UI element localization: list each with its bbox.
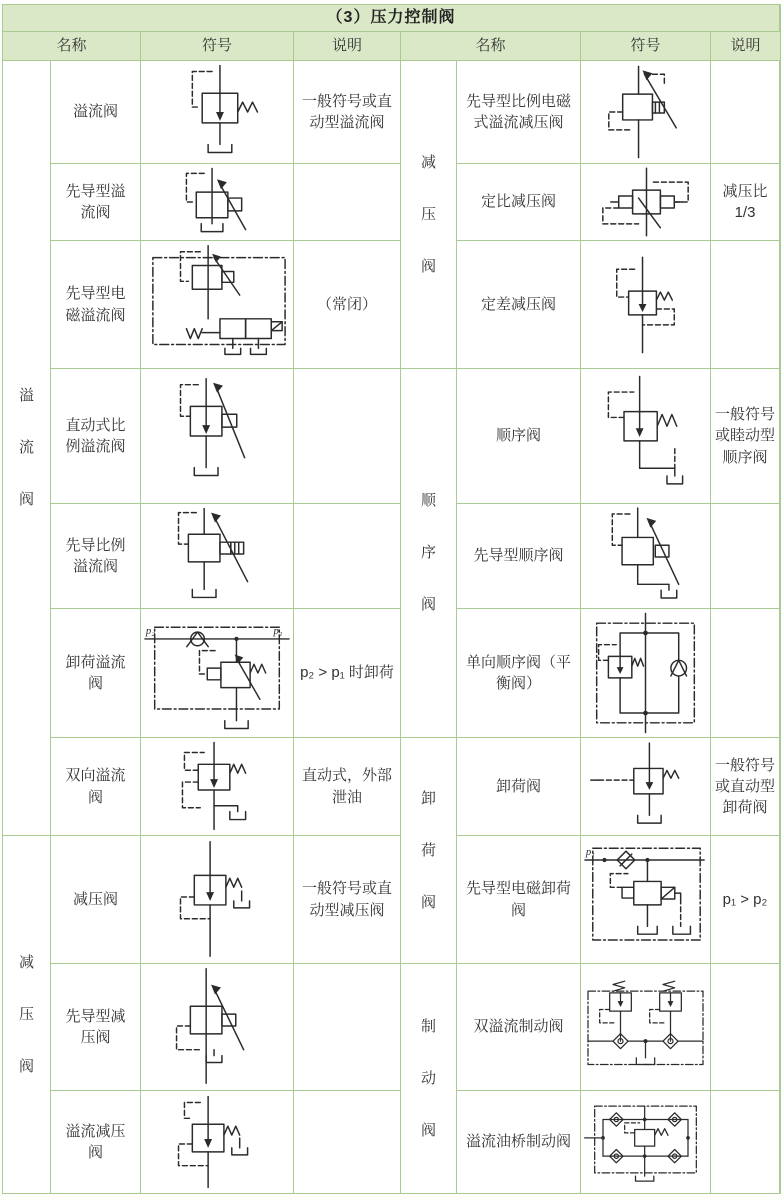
valve-desc: 一般符号或直动型溢流阀 xyxy=(294,61,401,164)
unloading-overflow-valve-symbol xyxy=(141,609,294,738)
header-symbol-left: 符号 xyxy=(141,32,294,61)
fixed-ratio-reducing-valve-symbol xyxy=(581,164,711,241)
header-symbol-right: 符号 xyxy=(581,32,711,61)
valve-desc: 一般符号或直动型卸荷阀 xyxy=(711,738,780,836)
header-desc-left: 说明 xyxy=(294,32,401,61)
valve-desc: 一般符号或睦动型顺序阀 xyxy=(711,369,780,504)
valve-name: 双溢流制动阀 xyxy=(457,964,581,1091)
pressure-control-valve-table xyxy=(2,4,781,1194)
valve-name: 溢流油桥制动阀 xyxy=(457,1091,581,1193)
valve-desc xyxy=(711,61,780,164)
direct-proportional-overflow-valve-symbol xyxy=(141,369,294,504)
svg-text:p₁: p₁ xyxy=(273,625,283,638)
valve-name: 先导型电磁溢流阀 xyxy=(51,241,141,369)
dual-overflow-brake-valve-symbol xyxy=(581,964,711,1091)
valve-desc: 直动式，外部泄油 xyxy=(294,738,401,836)
valve-desc: （常闭） xyxy=(294,241,401,369)
valve-name: 先导型比例电磁式溢流减压阀 xyxy=(457,61,581,164)
valve-desc xyxy=(294,964,401,1091)
valve-desc xyxy=(711,241,780,369)
valve-desc: p₂ > p₁ 时卸荷 xyxy=(294,609,401,738)
group-label-brake-valves: 制动阀 xyxy=(401,964,457,1193)
valve-name: 顺序阀 xyxy=(457,369,581,504)
valve-desc: 一般符号或直动型减压阀 xyxy=(294,836,401,964)
valve-name: 先导型减压阀 xyxy=(51,964,141,1091)
valve-name: 先导比例溢流阀 xyxy=(51,504,141,609)
valve-desc xyxy=(294,164,401,241)
valve-desc xyxy=(294,369,401,504)
valve-name: 双向溢流阀 xyxy=(51,738,141,836)
pilot-reducing-valve-symbol xyxy=(141,964,294,1091)
valve-name: 先导型电磁卸荷阀 xyxy=(457,836,581,964)
header-desc-right: 说明 xyxy=(711,32,780,61)
valve-desc xyxy=(711,1091,780,1193)
valve-name: 卸荷阀 xyxy=(457,738,581,836)
pilot-proportional-solenoid-reducing-valve-symbol xyxy=(581,61,711,164)
group-label-reducing-valves: 减压阀 xyxy=(3,836,51,1193)
valve-desc xyxy=(711,964,780,1091)
valve-name: 溢流阀 xyxy=(51,61,141,164)
valve-name: 减压阀 xyxy=(51,836,141,964)
group-label-unloading-valves: 卸荷阀 xyxy=(401,738,457,964)
valve-name: 溢流减压阀 xyxy=(51,1091,141,1193)
valve-name: 先导型溢流阀 xyxy=(51,164,141,241)
group-label-reducing-valves-right: 减压阀 xyxy=(401,61,457,369)
svg-text:p₁: p₁ xyxy=(585,845,596,858)
unloading-valve-symbol xyxy=(581,738,711,836)
valve-name: 卸荷溢流阀 xyxy=(51,609,141,738)
sequence-valve-symbol xyxy=(581,369,711,504)
one-way-sequence-valve-symbol xyxy=(581,609,711,738)
overflow-valve-symbol xyxy=(141,61,294,164)
pilot-overflow-valve-symbol xyxy=(141,164,294,241)
svg-text:p₂: p₂ xyxy=(145,625,155,638)
header-name-right: 名称 xyxy=(401,32,581,61)
valve-name: 定差减压阀 xyxy=(457,241,581,369)
group-label-sequence-valves: 顺序阀 xyxy=(401,369,457,738)
overflow-bridge-brake-valve-symbol xyxy=(581,1091,711,1193)
pilot-sequence-valve-symbol xyxy=(581,504,711,609)
pilot-solenoid-overflow-valve-symbol xyxy=(141,241,294,369)
valve-desc xyxy=(711,609,780,738)
valve-name: 直动式比例溢流阀 xyxy=(51,369,141,504)
valve-desc xyxy=(294,504,401,609)
valve-name: 先导型顺序阀 xyxy=(457,504,581,609)
bidirectional-overflow-valve-symbol xyxy=(141,738,294,836)
fixed-differential-reducing-valve-symbol xyxy=(581,241,711,369)
pilot-solenoid-unloading-valve-symbol xyxy=(581,836,711,964)
valve-desc xyxy=(711,504,780,609)
header-name-left: 名称 xyxy=(3,32,141,61)
table-title: （3）压力控制阀 xyxy=(3,5,780,32)
valve-name: 定比减压阀 xyxy=(457,164,581,241)
valve-desc: p₁ > p₂ xyxy=(711,836,780,964)
overflow-reducing-valve-symbol xyxy=(141,1091,294,1193)
reducing-valve-symbol xyxy=(141,836,294,964)
valve-desc xyxy=(294,1091,401,1193)
valve-desc: 减压比 1/3 xyxy=(711,164,780,241)
pilot-proportional-overflow-valve-symbol xyxy=(141,504,294,609)
valve-name: 单向顺序阀（平衡阀） xyxy=(457,609,581,738)
group-label-overflow-valves: 溢流阀 xyxy=(3,61,51,836)
